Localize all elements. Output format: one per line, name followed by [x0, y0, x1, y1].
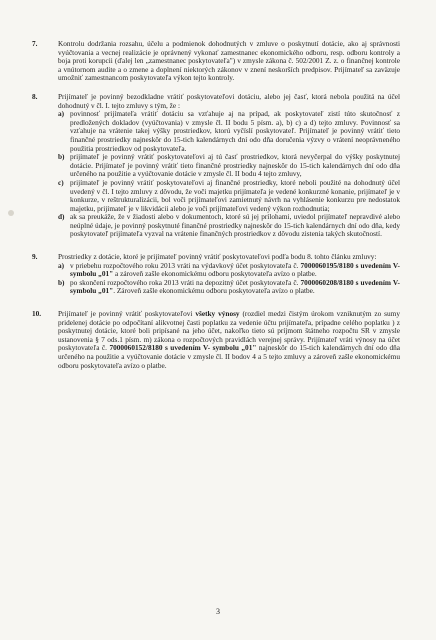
clause-7 — [30, 40, 400, 83]
subclause-b — [58, 153, 400, 179]
clause-intro: Prostriedky z dotácie, ktoré je prijímateľ povinný vrátiť poskytovateľovi podľa bodu 8. tohto článku zmluvy: — [58, 252, 377, 262]
clause-10 — [30, 310, 400, 370]
clause-text: (rozdiel medzi čistým úrokom vzniknutým zo sumy pridelenej dotácie po odpočítaní alikvotnej časti poplatku za vedenie účtu prijímateľa, prípadne celého poplatku ) z poskytnutej dotácie, ktoré boli pripísané na jeho účet, nakoľko tieto sú príjmom štátneho rozpočtu SR v zmysle ustanovenia § 7 ods.1 písm. m) zákona o rozpočtových pravidlách verejnej správy. Prijímateľ vráti výnosy na účet poskytovateľa č. — [58, 309, 400, 353]
subclause-text: a zároveň zašle ekonomickému odboru poskytovateľa avízo o platbe. — [113, 269, 317, 279]
subclause-text: prijímateľ je povinný vrátiť poskytovateľovi aj tú časť prostriedkov, ktorá nevyčerpal do výšky poskytnutej dotácie. Prijímateľ je povinný vrátiť tieto finančné prostriedky najneskôr do 15-tich kalendárnych dní odo dňa určeného na použitie a vyúčtovanie dotácie v zmysle čl. II bodu 4 tejto zmluvy, — [70, 152, 400, 179]
subclause-label: a) — [58, 109, 65, 119]
account-number: 7000060152/8180 s uvedením V- symbolu „01" — [109, 343, 257, 353]
subclause-a — [58, 110, 400, 153]
subclause-b — [58, 279, 400, 296]
clause-8 — [30, 93, 400, 239]
emphasis-text: všetky výnosy — [195, 309, 240, 319]
account-number: 7000060208/8180 s uvedením V- symbolu „01" — [70, 277, 400, 296]
clause-number: 7. — [32, 39, 38, 48]
subclause-text: po skončení rozpočtového roka 2013 vráti na depozitný účet poskytovateľa č. — [70, 277, 301, 287]
subclause-text: ak sa preukáže, že v žiadosti alebo v dokumentoch, ktoré sú jej prílohami, uviedol prijímateľ nepravdivé alebo neúplné údaje, je povinný poskytnuté finančné prostriedky najneskôr do 15-tich kalendárnych dní odo dňa, kedy poskytovateľ prijímateľa vyzval na vrátenie finančných prostriedkov z dôvodu zistenia takých skutočností. — [70, 212, 400, 239]
clause-text: Prijímateľ je povinný vrátiť poskytovateľovi — [58, 309, 196, 319]
subclause-text: v priebehu rozpočtového roku 2013 vráti na výdavkový účet poskytovateľa č. — [70, 260, 301, 270]
clause-intro: Prijímateľ je povinný bezodkladne vrátiť poskytovateľovi dotáciu, alebo jej časť, ktorá nebola použitá na účel dohodnutý v čl. I. tejto zmluvy s tým, že : — [58, 91, 400, 110]
subclause-label: b) — [58, 277, 65, 287]
subclause-c — [58, 179, 400, 213]
punch-hole-mark — [8, 210, 14, 216]
clause-number: 8. — [32, 91, 38, 101]
subclause-text: . Zároveň zašle ekonomickému odboru poskytovateľa avízo o platbe. — [113, 286, 315, 296]
clause-number: 10. — [32, 309, 42, 319]
clause-text: najneskôr do 15-tich kalendárnych dní odo dňa určeného na použitie a vyúčtovanie dotácie v zmysle čl. II bodov 4 a 5 tejto zmluvy a zároveň zašle ekonomickému odboru poskytovateľa avízo o platbe. — [58, 343, 400, 370]
subclause-label: a) — [58, 260, 65, 270]
clause-number: 9. — [32, 252, 38, 262]
account-number: 7000060195/8180 s uvedením V- symbolu „01" — [70, 260, 400, 279]
subclause-text: prijímateľ je povinný vrátiť poskytovateľovi aj finančné prostriedky, ktoré neboli použité na dohodnutý účel uvedený v čl. I tejto zmluvy z dôvodu, že voči majetku prijímateľa je vedené konkurzné konanie, prijímateľ je v konkurze, v reštrukturalizácii, bol voči prijímateľovi zamietnutý návrh na vyhlásenie konkurzu pre nedostatok majetku, prijímateľ je v likvidácii alebo je voči prijímateľovi vedený výkon rozhodnutia; — [70, 177, 400, 213]
clause-9 — [30, 253, 400, 296]
subclause-a — [58, 262, 400, 279]
subclause-label: d) — [58, 212, 65, 222]
subclause-label: c) — [58, 177, 64, 187]
clause-text: Kontrolu dodržania rozsahu, účelu a podmienok dohodnutých v zmluve o poskytnutí dotácie, ako aj správnosti vyúčtovania a vecnej realizácie je oprávnený vykonať zamestnanec ekonomického odboru, resp. odboru kontroly a boja proti korupcii (ďalej len „zamestnanec poskytovateľa") v zmysle zákona č. 502/2001 Z. z. o finančnej kontrole a vnútornom audite a o zmene a doplnení niektorých zákonov v znení neskorších predpisov. Prijímateľ sa zaväzuje umožniť zamestnancom poskytovateľa výkon tejto kontroly. — [58, 39, 400, 83]
subclause-label: b) — [58, 152, 65, 162]
page-number: 3 — [216, 607, 220, 616]
subclause-d — [58, 213, 400, 239]
subclause-text: povinnosť prijímateľa vrátiť dotáciu sa vzťahuje aj na prípad, ak poskytovateľ zistí túto skutočnosť z predložených dokladov (vyúčtovania) v zmysle čl. II bodu 5 písm. a), b) c) a d) tejto zmluvy. Povinnosť sa vzťahuje na vrátenie takej výšky prostriedkov, ktorú vyčíslí poskytovateľ. Prijímateľ je povinný vrátiť tieto finančné prostriedky najneskôr do 15-tich kalendárnych dní odo dňa doručenia výzvy o vrátení neoprávneného použitia prostriedkov od poskytovateľa. — [70, 109, 400, 153]
